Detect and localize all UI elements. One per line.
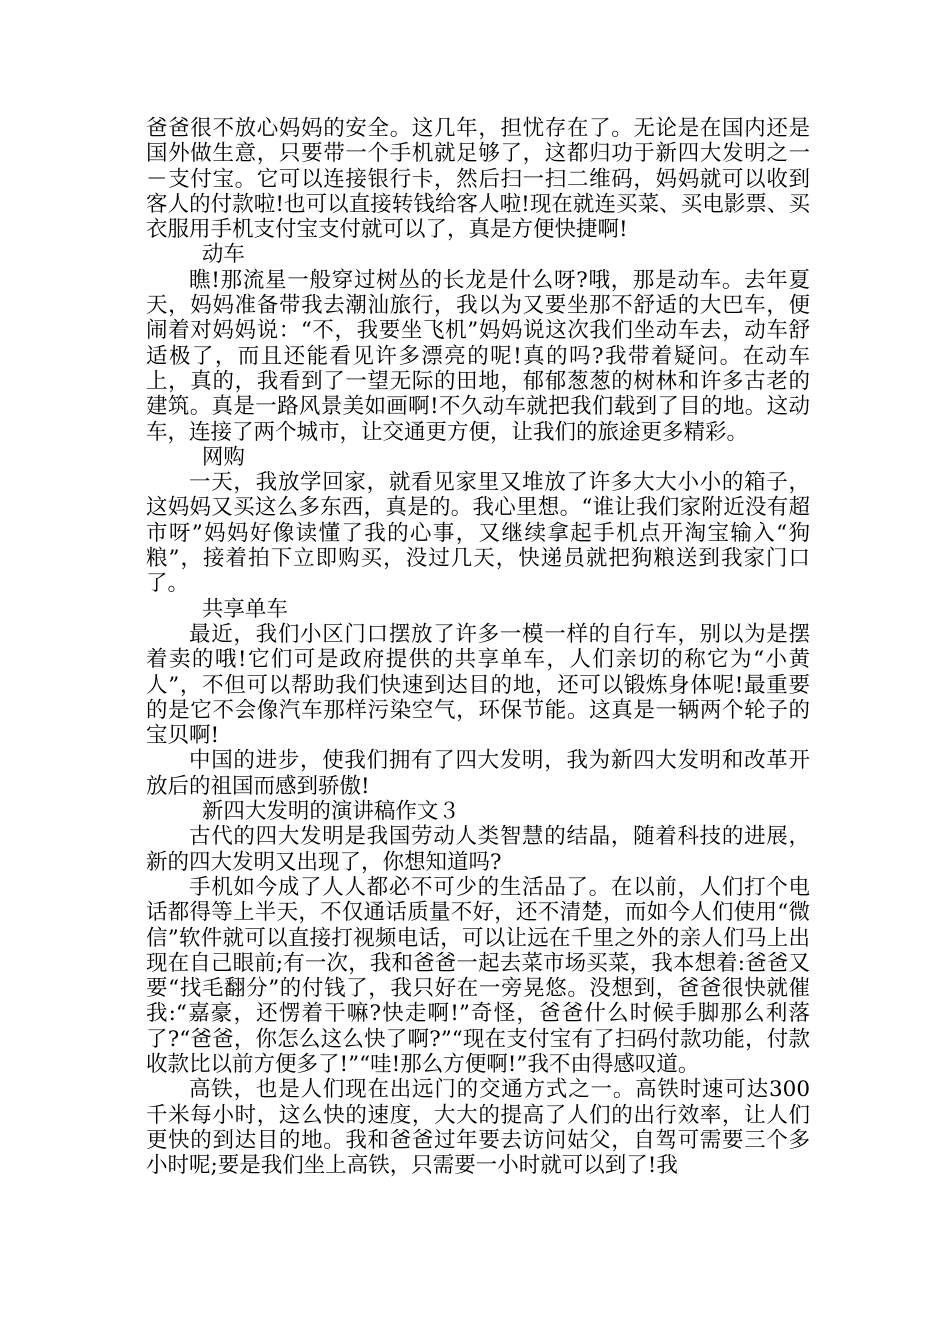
paragraph-phone: 手机如今成了人人都必不可少的生活品了。在以前，人们打个电话都得等上半天，不仅通话质量不好，还不清楚，而如今人们使用“微信”软件就可以直接打视频电话，可以让远在千里之外的亲人们马上出现在自己眼前;有一次，我和爸爸一起去菜市场买菜，我本想着:爸爸又要“找毛翻分”的付钱了，我只好在一旁晃悠。没想到，爸爸很快就催我:“嘉豪，还愣着干嘛?快走啊!”奇怪，爸爸什么时候手脚那么利落了?“爸爸，你怎么这么快了啊?”“现在支付宝有了扫码付款功能，付款收款比以前方便多了!”“哇!那么方便啊!”我不由得感叹道。 xyxy=(146,874,810,1077)
paragraph-gongxiang: 最近，我们小区门口摆放了许多一模一样的自行车，别以为是摆着卖的哦!它们可是政府提供的共享单车，人们亲切的称它为“小黄人”，不但可以帮助我们快速到达目的地，还可以锻炼身体呢!最重要的是它不会像汽车那样污染空气，环保节能。这真是一辆两个轮子的宝贝啊! xyxy=(146,621,810,749)
document-page xyxy=(146,116,810,1178)
paragraph-dongche: 瞧!那流星一般穿过树丛的长龙是什么呀?哦，那是动车。去年夏天，妈妈准备带我去潮汕旅行，我以为又要坐那不舒适的大巴车，便闹着对妈妈说：“不，我要坐飞机”妈妈说这次我们坐动车去，动车舒适极了，而且还能看见许多漂亮的呢!真的吗?我带着疑问。在动车上，真的，我看到了一望无际的田地，郁郁葱葱的树林和许多古老的建筑。真是一路风景美如画啊!不久动车就把我们载到了目的地。这动车，连接了两个城市，让交通更方便，让我们的旅途更多精彩。 xyxy=(146,267,810,445)
heading-gongxiang: 共享单车 xyxy=(201,596,288,622)
paragraph-conclusion: 中国的进步，使我们拥有了四大发明，我为新四大发明和改革开放后的祖国而感到骄傲! xyxy=(146,748,810,799)
heading-essay-3: 新四大发明的演讲稿作文３ xyxy=(201,799,460,825)
heading-wanggou: 网购 xyxy=(201,444,245,470)
heading-dongche: 动车 xyxy=(201,242,245,268)
paragraph-intro: 古代的四大发明是我国劳动人类智慧的结晶，随着科技的进展，新的四大发明又出现了，你想知道吗? xyxy=(146,824,810,875)
paragraph-gaotie: 高铁，也是人们现在出远门的交通方式之一。高铁时速可达300千米每小时，这么快的速度，大大的提高了人们的出行效率，让人们更快的到达目的地。我和爸爸过年要去访问姑父，自驾可需要三个多小时呢;要是我们坐上高铁，只需要一小时就可以到了!我 xyxy=(146,1077,810,1179)
paragraph-alipay: 爸爸很不放心妈妈的安全。这几年，担忧存在了。无论是在国内还是国外做生意，只要带一个手机就足够了，这都归功于新四大发明之一－支付宝。它可以连接银行卡，然后扫一扫二维码，妈妈就可以收到客人的付款啦!也可以直接转钱给客人啦!现在就连买菜、买电影票、买衣服用手机支付宝支付就可以了，真是方便快捷啊! xyxy=(146,116,810,243)
paragraph-wanggou: 一天，我放学回家，就看见家里又堆放了许多大大小小的箱子，这妈妈又买这么多东西，真是的。我心里想。“谁让我们家附近没有超市呀”妈妈好像读懂了我的心事，又继续拿起手机点开淘宝输入“狗粮”，接着拍下立即购买，没过几天，快递员就把狗粮送到我家门口了。 xyxy=(146,470,810,597)
